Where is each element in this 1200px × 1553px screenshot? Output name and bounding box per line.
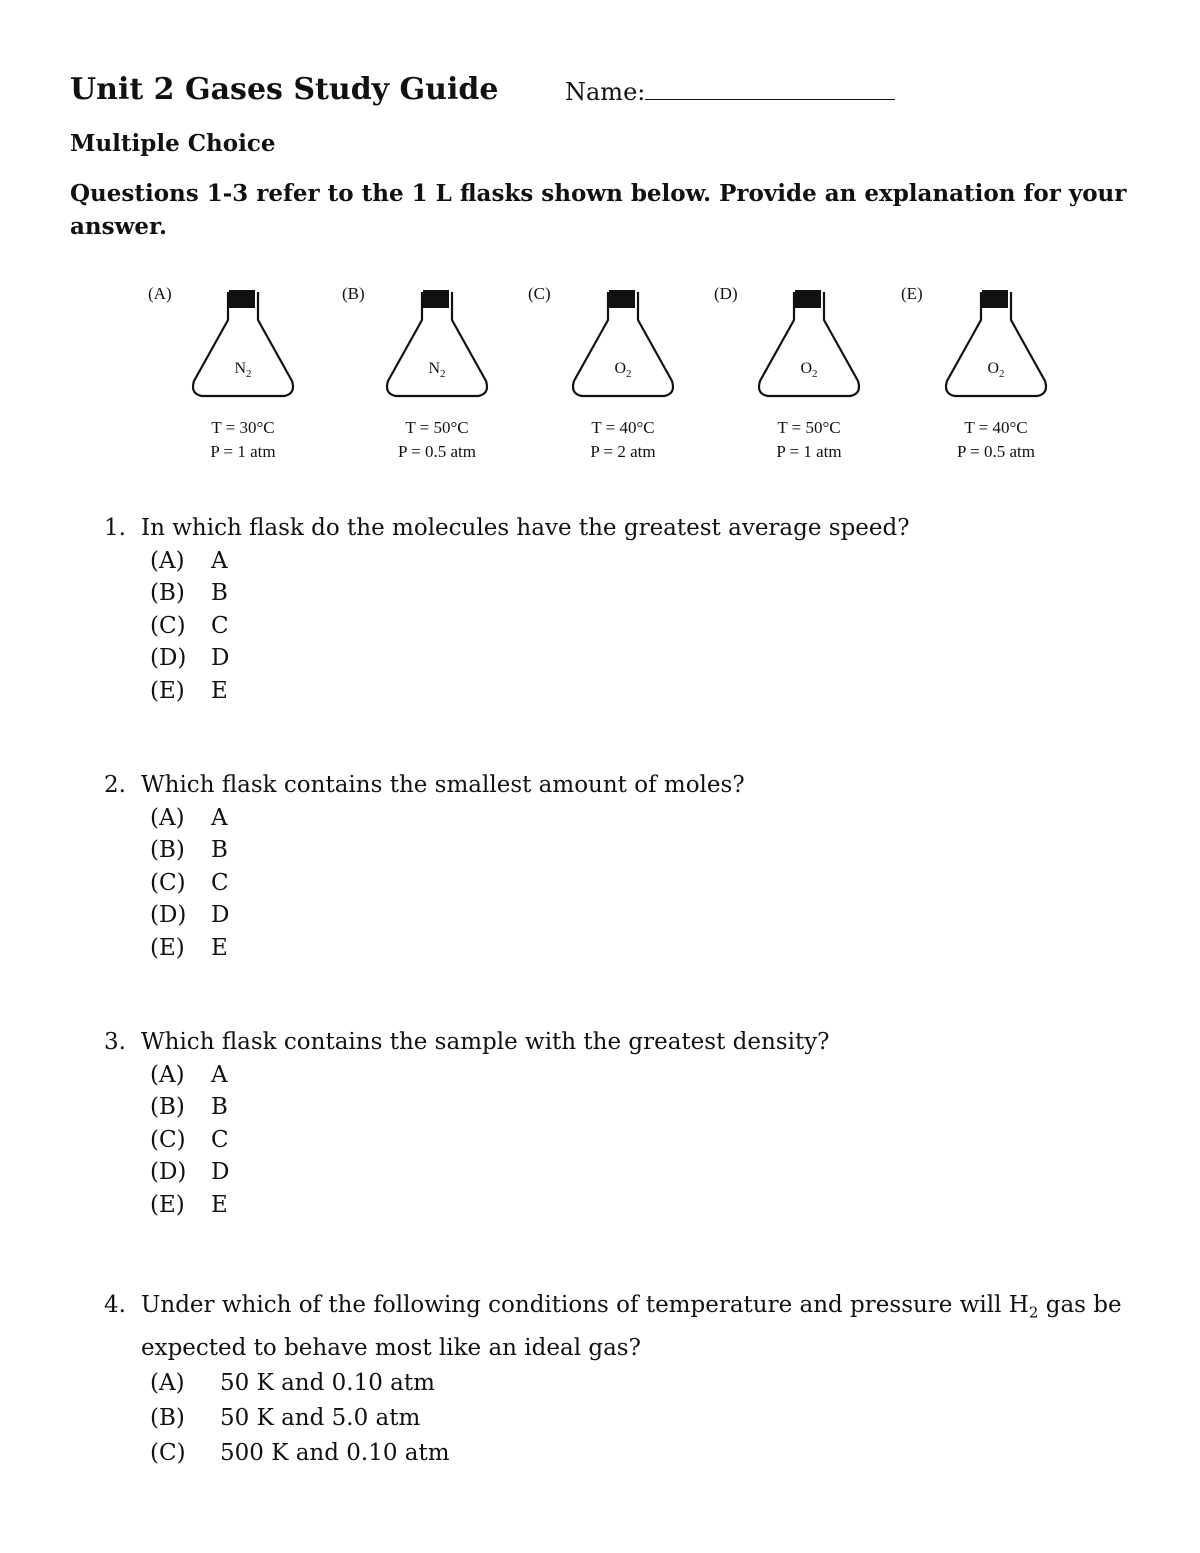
question-number: 4. xyxy=(104,1292,126,1318)
flask-conditions xyxy=(188,416,298,464)
section-heading: Multiple Choice xyxy=(70,130,276,157)
flask-pressure: P = 2 atm xyxy=(590,442,656,461)
answer-option-a[interactable]: (A) A xyxy=(150,1061,228,1088)
answer-option-a[interactable]: (A) 50 K and 0.10 atm xyxy=(150,1369,435,1396)
flask-pressure: P = 0.5 atm xyxy=(398,442,476,461)
answer-option-e[interactable]: (E) E xyxy=(150,677,228,704)
instructions: Questions 1-3 refer to the 1 L flasks shown below. Provide an explanation for your answer. xyxy=(70,180,1127,240)
erlenmeyer-flask-icon xyxy=(754,286,864,401)
question-2 xyxy=(104,769,1134,964)
flask-a xyxy=(148,282,338,472)
flask-temperature: T = 40°C xyxy=(591,418,655,437)
flask-b xyxy=(342,282,532,472)
question-text: Under which of the following conditions of temperature and pressure will $H_2$ gas be expected to behave most like an ideal gas? xyxy=(141,1292,1122,1361)
answer-option-d[interactable]: (D) D xyxy=(150,1159,230,1185)
answer-option-d[interactable]: (D) D xyxy=(150,902,230,928)
flask-letter: (E) xyxy=(901,284,923,303)
flask-letter: (A) xyxy=(148,284,172,303)
flask-temperature: T = 30°C xyxy=(211,418,275,437)
question-1 xyxy=(104,512,1134,707)
flask-conditions xyxy=(754,416,864,464)
name-label: Name: xyxy=(565,78,646,106)
answer-option-e[interactable]: (E) E xyxy=(150,1191,228,1218)
answer-options xyxy=(150,1059,1134,1222)
erlenmeyer-flask-icon xyxy=(382,286,492,401)
answer-option-e[interactable]: (E) E xyxy=(150,934,228,961)
flask-pressure: P = 1 atm xyxy=(210,442,276,461)
flask-gas: $O_2$ xyxy=(614,360,632,381)
answer-option-c[interactable]: (C) 500 K and 0.10 atm xyxy=(150,1439,450,1466)
flask-c xyxy=(528,282,718,472)
answer-option-b[interactable]: (B) B xyxy=(150,837,228,863)
name-field[interactable] xyxy=(565,76,895,108)
flask-conditions xyxy=(941,416,1051,464)
question-text: Which flask contains the sample with the greatest density? xyxy=(141,1029,830,1055)
flask-gas: $O_2$ xyxy=(987,360,1005,381)
answer-option-d[interactable]: (D) D xyxy=(150,645,230,671)
page-title: Unit 2 Gases Study Guide xyxy=(70,72,499,107)
answer-option-b[interactable]: (B) B xyxy=(150,580,228,606)
erlenmeyer-flask-icon xyxy=(568,286,678,401)
answer-option-a[interactable]: (A) A xyxy=(150,804,228,831)
answer-option-c[interactable]: (C) C xyxy=(150,869,229,896)
question-number: 1. xyxy=(104,515,126,541)
name-blank-line[interactable] xyxy=(645,79,895,100)
flask-letter: (D) xyxy=(714,284,738,303)
erlenmeyer-flask-icon xyxy=(941,286,1051,401)
answer-option-c[interactable]: (C) C xyxy=(150,1126,229,1153)
flask-temperature: T = 40°C xyxy=(964,418,1028,437)
flask-temperature: T = 50°C xyxy=(405,418,469,437)
flask-temperature: T = 50°C xyxy=(777,418,841,437)
answer-option-c[interactable]: (C) C xyxy=(150,612,229,639)
flask-letter: (C) xyxy=(528,284,551,303)
question-number: 2. xyxy=(104,772,126,798)
question-4 xyxy=(104,1288,1134,1471)
answer-option-a[interactable]: (A) A xyxy=(150,547,228,574)
flask-pressure: P = 0.5 atm xyxy=(957,442,1035,461)
question-number: 3. xyxy=(104,1029,126,1055)
flask-gas: $N_2$ xyxy=(428,360,446,381)
flask-d xyxy=(714,282,904,472)
flask-e xyxy=(901,282,1091,472)
flask-gas: $N_2$ xyxy=(234,360,252,381)
flask-conditions xyxy=(568,416,678,464)
flask-conditions xyxy=(382,416,492,464)
flask-gas: $O_2$ xyxy=(800,360,818,381)
answer-options xyxy=(150,802,1134,965)
erlenmeyer-flask-icon xyxy=(188,286,298,401)
answer-options xyxy=(150,545,1134,708)
answer-options xyxy=(150,1366,1134,1471)
answer-option-b[interactable]: (B) B xyxy=(150,1094,228,1120)
flask-letter: (B) xyxy=(342,284,365,303)
question-3 xyxy=(104,1026,1134,1221)
question-text: Which flask contains the smallest amount of moles? xyxy=(141,772,745,798)
answer-option-b[interactable]: (B) 50 K and 5.0 atm xyxy=(150,1404,421,1431)
question-text: In which flask do the molecules have the greatest average speed? xyxy=(141,515,910,541)
flask-pressure: P = 1 atm xyxy=(776,442,842,461)
